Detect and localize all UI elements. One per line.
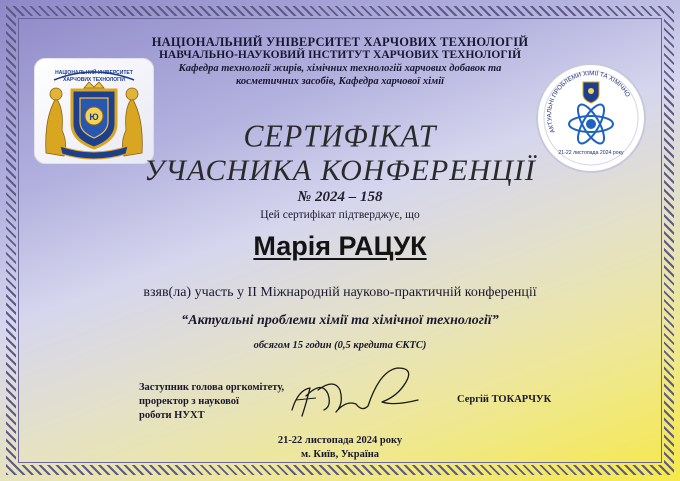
certificate-number: № 2024 – 158 (297, 189, 383, 205)
conference-emblem-date: 21-22 листопада 2024 року (558, 150, 624, 156)
conference-title: “Актуальні проблеми хімії та хімічної технології” (181, 313, 499, 328)
signatory-role-line-1: Заступник голова оргкомітету, (139, 382, 285, 393)
signatory-name: Сергій ТОКАРЧУК (457, 394, 552, 405)
recipient-name: Марія РАЦУК (253, 231, 427, 261)
certificate-subtitle: УЧАСНИКА КОНФЕРЕНЦІЇ (144, 154, 536, 187)
institute-name: НАВЧАЛЬНО-НАУКОВИЙ ІНСТИТУТ ХАРЧОВИХ ТЕХНОЛОГІЙ (158, 49, 522, 61)
svg-text:НАЦІОНАЛЬНИЙ УНІВЕРСИТЕТ: НАЦІОНАЛЬНИЙ УНІВЕРСИТЕТ (55, 70, 133, 76)
confirmation-text: Цей сертифікат підтверджує, що (260, 209, 420, 221)
svg-text:Ю: Ю (89, 112, 99, 122)
university-name: НАЦІОНАЛЬНИЙ УНІВЕРСИТЕТ ХАРЧОВИХ ТЕХНОЛОГІЙ (151, 35, 529, 49)
department-line-2: косметичних засобів, Кафедра харчової хімії (235, 76, 445, 87)
conference-emblem-text: АКТУАЛЬНІ ПРОБЛЕМИ ХІМІЇ ТА ХІМІЧНО (546, 70, 632, 134)
course-volume: обсягом 15 годин (0,5 кредита ЄКТС) (253, 340, 427, 351)
svg-text:ХАРЧОВИХ ТЕХНОЛОГІЙ: ХАРЧОВИХ ТЕХНОЛОГІЙ (63, 77, 125, 83)
handwritten-signature (288, 360, 438, 422)
department-line-1: Кафедра технології жирів, хімічних технологій харчових добавок та (178, 63, 502, 74)
conference-place: м. Київ, Україна (300, 449, 380, 460)
signatory-role-line-3: роботи НУХТ (139, 410, 205, 421)
conference-date: 21-22 листопада 2024 року (277, 435, 403, 446)
participation-text: взяв(ла) участь у ІІ Міжнародній науково-практичній конференції (143, 285, 537, 300)
signatory-role-line-2: проректор з наукової (139, 396, 239, 407)
certificate-title: СЕРТИФІКАТ (243, 119, 437, 154)
